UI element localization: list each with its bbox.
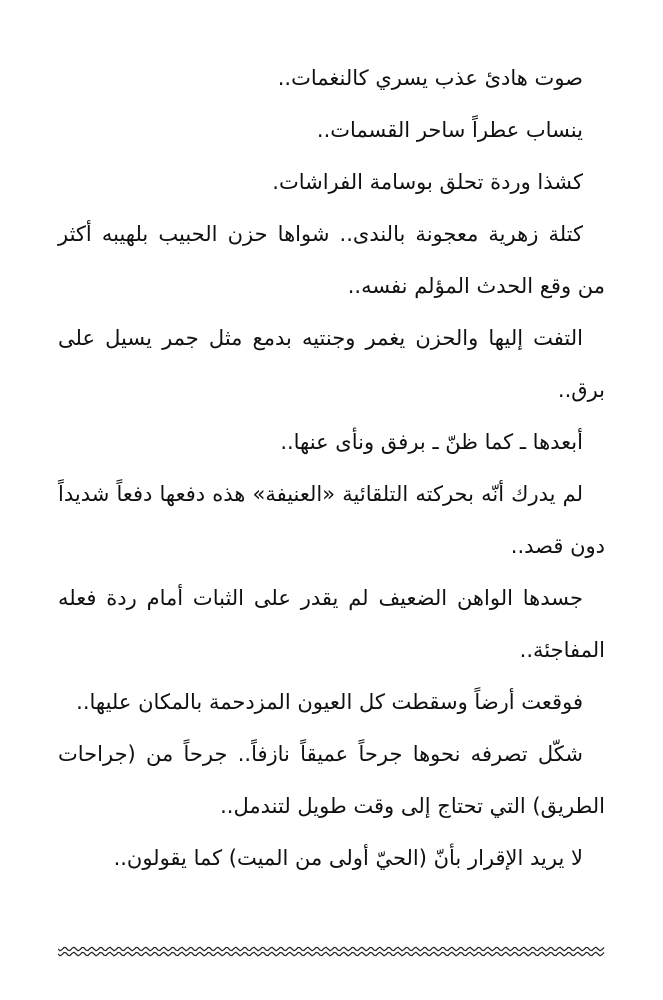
paragraph-3: كشذا وردة تحلق بوسامة الفراشات.: [272, 170, 583, 194]
paragraph-10: شكّل تصرفه نحوها جرحاً عميقاً نازفاً.. جرحاً من (جراحات الطريق) التي تحتاج إلى وقت طويل لتندمل..: [58, 742, 605, 818]
paragraph-8: جسدها الواهن الضعيف لم يقدر على الثبات أمام ردة فعله المفاجئة..: [58, 586, 605, 662]
paragraph-2: ينساب عطراً ساحر القسمات..: [316, 118, 583, 142]
paragraph-4: كتلة زهرية معجونة بالندى.. شواها حزن الحبيب بلهيبه أكثر من وقع الحدث المؤلم نفسه..: [58, 222, 605, 298]
paragraph-6: أبعدها ـ كما ظنّ ـ برفق ونأى عنها..: [280, 430, 583, 454]
wavy-divider: [58, 945, 605, 959]
paragraph-11: لا يريد الإقرار بأنّ (الحيّ أولى من الميت) كما يقولون..: [113, 846, 583, 870]
paragraph-1: صوت هادئ عذب يسري كالنغمات..: [277, 66, 583, 90]
paragraph-7: لم يدرك أنّه بحركته التلقائية «العنيفة» هذه دفعها دفعاً شديداً دون قصد..: [58, 482, 605, 558]
paragraph-5: التفت إليها والحزن يغمر وجنتيه بدمع مثل جمر يسيل على برق..: [58, 326, 605, 402]
paragraph-9: فوقعت أرضاً وسقطت كل العيون المزدحمة بالمكان عليها..: [76, 690, 583, 714]
